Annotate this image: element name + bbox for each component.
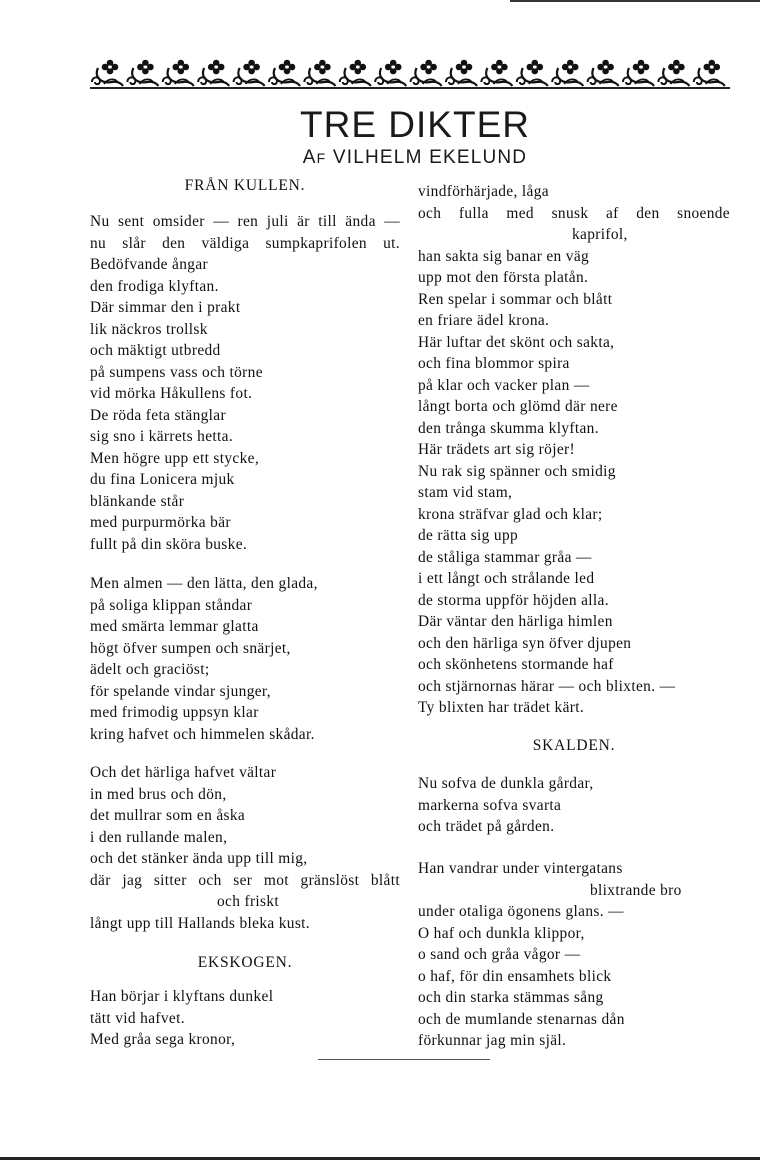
poem-line: det mullrar som en åska: [90, 807, 246, 824]
poem-title-fran-kullen: FRÅN KULLEN.: [184, 177, 306, 194]
poem-line: Ty blixten har trädet kärt.: [418, 699, 585, 716]
stanza-skalden-2: [418, 858, 682, 1052]
byline-author: VILHELM EKELUND: [332, 147, 528, 168]
poem-line: i den rullande malen,: [90, 828, 228, 846]
poem-line: de ståliga stammar gråa —: [418, 548, 592, 566]
ornament-flower-icon: [340, 60, 371, 86]
poem-line: den trånga skumma klyftan.: [418, 419, 599, 437]
poem-line: Men almen — den lätta, den glada,: [90, 575, 318, 592]
poem-line: under otaliga ögonens glans. —: [418, 903, 624, 920]
poem-line: och friskt: [217, 893, 280, 910]
poem-line: Där väntar den härliga himlen: [418, 613, 613, 630]
poem-line: och det stänker ända upp till mig,: [90, 850, 308, 867]
poem-line: och de mumlande stenarnas dån: [418, 1010, 625, 1028]
poem-line: förkunnar jag min själ.: [418, 1032, 567, 1049]
poem-line: på sumpens vass och törne: [90, 363, 263, 381]
ornament-flower-icon: [446, 60, 477, 86]
ornament-flower-icon: [269, 60, 300, 86]
poem-line: och skönhetens stormande haf: [418, 656, 614, 673]
poem-line: en friare ädel krona.: [418, 312, 550, 329]
stanza-ekskogen-part-1: [90, 986, 273, 1051]
ornament-flower-icon: [517, 60, 548, 86]
poem-line: Med gråa sega kronor,: [90, 1031, 236, 1048]
end-rule: [318, 1059, 490, 1060]
byline: [0, 147, 760, 169]
poem-line: och fulla med snusk af den snoende: [418, 204, 730, 222]
poem-line: kring hafvet och himmelen skådar.: [90, 725, 315, 743]
poem-line: kaprifol,: [572, 226, 628, 243]
poem-line: markerna sofva svarta: [418, 796, 562, 814]
poem-line: Här luftar det skönt och sakta,: [418, 333, 615, 351]
byline-a: A: [302, 147, 317, 168]
poem-title-skalden: SKALDEN.: [532, 737, 616, 754]
ornament-flower-icon: [198, 60, 229, 86]
poem-line: tätt vid hafvet.: [90, 1009, 185, 1027]
poem-line: där jag sitter och ser mot gränslöst blått: [90, 871, 400, 889]
ornament-flower-icon: [163, 60, 194, 86]
ornament-flower-icon: [588, 60, 619, 86]
ornament-flower-icon: [694, 60, 725, 86]
poem-title-ekskogen: EKSKOGEN.: [197, 954, 293, 971]
poem-line: och trädet på gården.: [418, 818, 555, 835]
poem-line: med frimodig uppsyn klar: [90, 704, 259, 721]
poem-line: Nu sofva de dunkla gårdar,: [418, 775, 594, 792]
poem-line: i ett långt och strålande led: [418, 570, 595, 587]
ornament-flower-icon: [481, 60, 512, 86]
poem-line: med purpurmörka bär: [90, 514, 231, 531]
poem-line: den frodiga klyftan.: [90, 277, 219, 295]
poem-line: o sand och gråa vågor —: [418, 946, 581, 963]
poem-line: långt borta och glömd där nere: [418, 398, 618, 415]
byline-f: F: [316, 150, 327, 166]
poem-line: och fina blommor spira: [418, 355, 570, 372]
poem-line: in med brus och dön,: [90, 785, 227, 803]
stanza-ekskogen-part-2: [418, 181, 730, 719]
ornament-flower-icon: [411, 60, 442, 86]
poem-line: på klar och vacker plan —: [418, 376, 590, 394]
stanza-fran-kullen-1: [90, 211, 400, 555]
poem-line: på soliga klippan ståndar: [90, 596, 253, 614]
poem-line: stam vid stam,: [418, 484, 513, 501]
poem-line: fullt på din sköra buske.: [90, 535, 248, 553]
ornament-flower-icon: [234, 60, 265, 86]
poem-line: Bedöfvande ångar: [90, 256, 208, 273]
ornament-flower-icon: [304, 60, 335, 86]
poem-line: blänkande står: [90, 492, 185, 510]
poem-line: han sakta sig banar en väg: [418, 247, 590, 265]
poem-line: De röda feta stänglar: [90, 406, 226, 424]
poem-line: krona sträfvar glad och klar;: [418, 505, 603, 523]
poem-line: Ren spelar i sommar och blått: [418, 290, 613, 308]
poem-line: du fina Lonicera mjuk: [90, 471, 235, 488]
poem-line: vindförhärjade, låga: [418, 183, 549, 200]
ornament-flower-icon: [127, 60, 158, 86]
ornament-flower-icon: [552, 60, 583, 86]
poem-line: Här trädets art sig röjer!: [418, 441, 575, 458]
scan-edge-top: [510, 0, 760, 2]
poem-line: Nu sent omsider — ren juli är till ända —: [90, 213, 400, 230]
ornament-flower-icon: [623, 60, 654, 86]
poem-line: och mäktigt utbredd: [90, 342, 221, 359]
poem-line: med smärta lemmar glatta: [90, 618, 259, 635]
poem-line: och stjärnornas härar — och blixten. —: [418, 677, 676, 695]
poem-line: och din starka stämmas sång: [418, 989, 604, 1006]
poem-line: o haf, för din ensamhets blick: [418, 967, 612, 985]
poem-line: O haf och dunkla klippor,: [418, 924, 585, 942]
poem-line: och den härliga syn öfver djupen: [418, 634, 632, 652]
poem-line: ädelt och graciöst;: [90, 661, 210, 678]
poem-line: blixtrande bro: [590, 881, 682, 899]
stanza-skalden-1: [418, 773, 594, 838]
poem-line: för spelande vindar sjunger,: [90, 682, 271, 700]
poem-line: vid mörka Håkullens fot.: [90, 385, 253, 402]
stanza-fran-kullen-3: [90, 762, 400, 934]
ornament-flower-icon: [658, 60, 689, 86]
floral-ornament-border: [90, 56, 730, 90]
poem-line: Han börjar i klyftans dunkel: [90, 988, 274, 1005]
poem-line: de rätta sig upp: [418, 527, 519, 544]
ornament-flower-icon: [92, 60, 123, 86]
poem-line: långt upp till Hallands bleka kust.: [90, 914, 310, 932]
poem-line: upp mot den första platån.: [418, 269, 589, 286]
poem-line: Där simmar den i prakt: [90, 299, 241, 316]
page-title: TRE DIKTER: [300, 104, 530, 145]
poem-line: Han vandrar under vintergatans: [418, 860, 623, 877]
poem-line: Men högre upp ett stycke,: [90, 449, 260, 467]
poem-line: de storma uppför höjden alla.: [418, 591, 609, 609]
stanza-fran-kullen-2: [90, 573, 318, 745]
poem-line: Nu rak sig spänner och smidig: [418, 462, 616, 480]
poem-line: nu slår den väldiga sumpkaprifolen ut.: [90, 234, 400, 252]
poem-line: högt öfver sumpen och snärjet,: [90, 639, 291, 657]
poem-line: lik näckros trollsk: [90, 320, 208, 338]
poem-line: Och det härliga hafvet vältar: [90, 764, 277, 781]
ornament-flower-icon: [375, 60, 406, 86]
poem-line: sig sno i kärrets hetta.: [90, 428, 234, 445]
